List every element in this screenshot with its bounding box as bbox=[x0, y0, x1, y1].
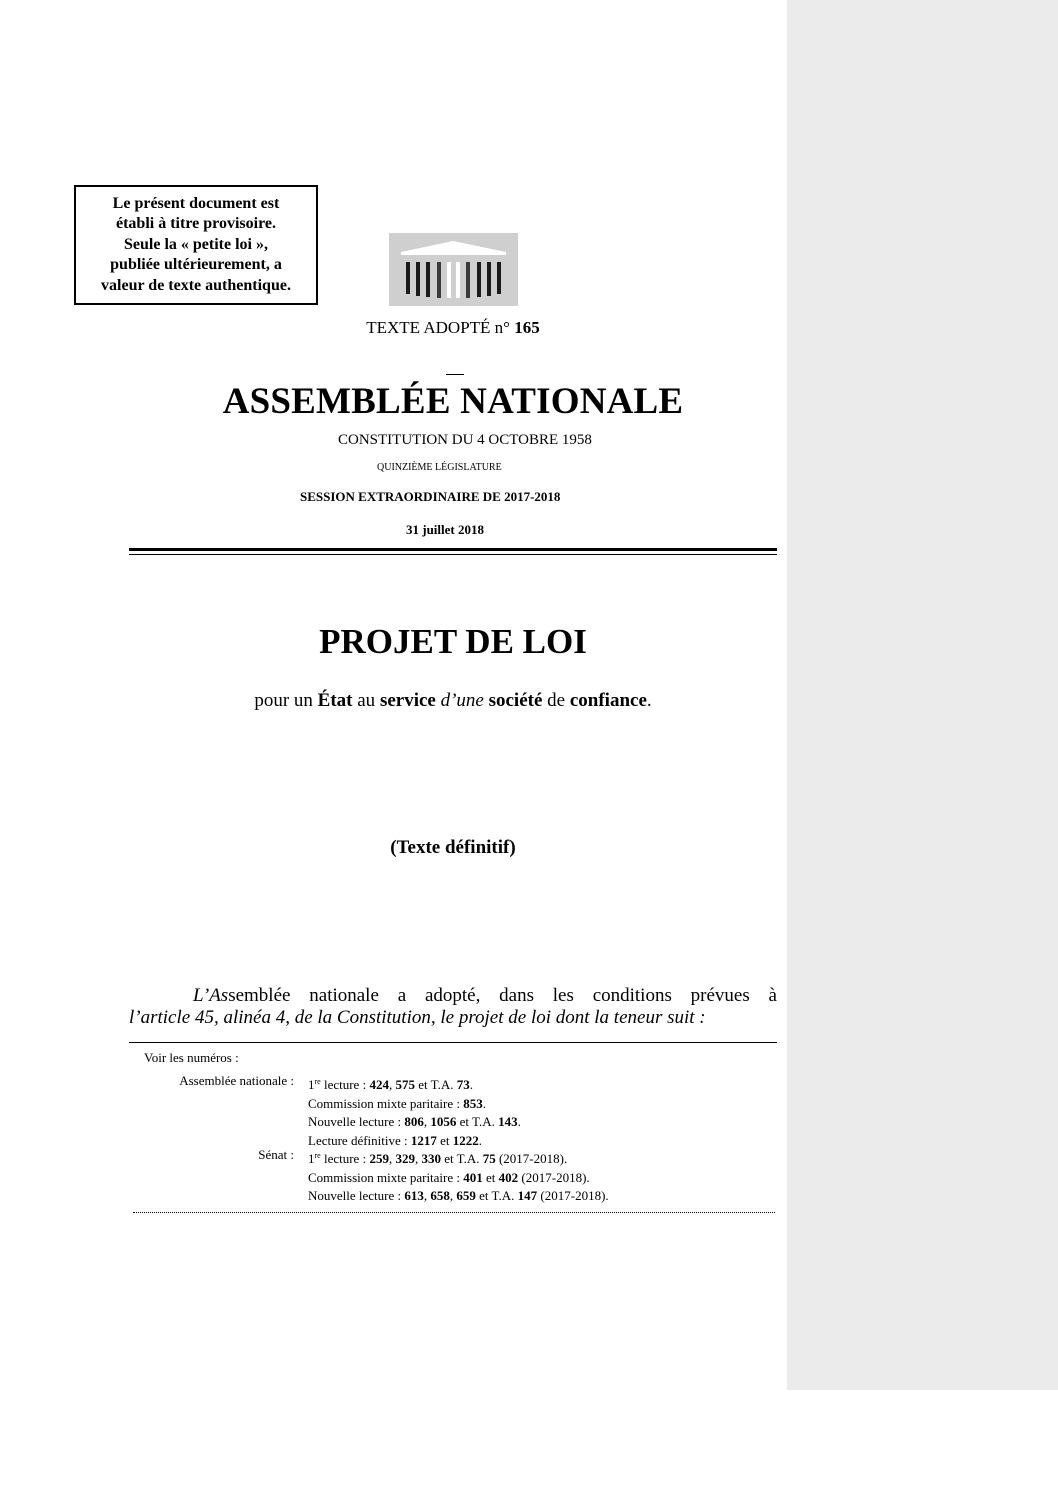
reference-line: Lecture définitive : 1217 et 1222. bbox=[308, 1132, 483, 1148]
reference-line: 1re lecture : 424, 575 et T.A. 73. bbox=[308, 1077, 473, 1092]
session-line: SESSION EXTRAORDINAIRE DE 2017-2018 bbox=[300, 489, 561, 504]
references-rule bbox=[129, 1042, 777, 1043]
reference-line: Commission mixte paritaire : 401 et 402 (2017-2018). bbox=[308, 1169, 590, 1185]
adopted-text-number bbox=[0, 318, 906, 338]
adoption-date: 31 juillet 2018 bbox=[406, 522, 484, 537]
senat-references bbox=[308, 1147, 609, 1206]
notice-line: publiée ultérieurement, a bbox=[110, 256, 282, 274]
reference-line: Nouvelle lecture : 806, 1056 et T.A. 143. bbox=[308, 1114, 521, 1129]
adopted-text-value: 165 bbox=[514, 318, 540, 337]
dotted-separator bbox=[133, 1212, 775, 1213]
institution-title: ASSEMBLÉE NATIONALE bbox=[222, 381, 684, 422]
title-divider bbox=[446, 374, 464, 375]
text-status: (Texte définitif) bbox=[390, 837, 516, 858]
notice-line: Seule la « petite loi », bbox=[124, 235, 268, 253]
preamble-line: L’Assemblée nationale a adopté, dans les conditions prévues à bbox=[193, 985, 777, 1006]
notice-line: Le présent document est bbox=[112, 194, 280, 212]
reference-line: Commission mixte paritaire : 853. bbox=[308, 1095, 487, 1111]
header-rule-thin bbox=[129, 554, 777, 555]
legislature-line: QUINZIÈME LÉGISLATURE bbox=[377, 462, 502, 473]
senat-references-label: Sénat : bbox=[258, 1147, 294, 1162]
header-rule-thick bbox=[129, 548, 777, 551]
preamble-paragraph bbox=[129, 985, 777, 1029]
bill-subtitle: pour un État au service d’une société de confiance. bbox=[254, 690, 652, 711]
provisional-notice-box bbox=[74, 185, 318, 305]
bill-title: PROJET DE LOI bbox=[319, 622, 587, 661]
assemblee-references bbox=[308, 1073, 521, 1150]
reference-line: 1re lecture : 259, 329, 330 et T.A. 75 (2017-2018). bbox=[308, 1151, 568, 1166]
preamble-line: l’article 45, alinéa 4, de la Constitution, le projet de loi dont la teneur suit : bbox=[129, 1007, 706, 1028]
assemblee-references-label: Assemblée nationale : bbox=[179, 1073, 294, 1088]
adopted-text-label: TEXTE ADOPTÉ n° bbox=[366, 318, 510, 337]
constitution-line: CONSTITUTION DU 4 OCTOBRE 1958 bbox=[338, 432, 592, 448]
references-intro: Voir les numéros : bbox=[144, 1050, 239, 1065]
assemblee-nationale-logo-icon bbox=[389, 233, 518, 306]
notice-line: valeur de texte authentique. bbox=[101, 276, 291, 294]
reference-line: Nouvelle lecture : 613, 658, 659 et T.A. 147 (2017-2018). bbox=[308, 1188, 609, 1203]
notice-line: établi à titre provisoire. bbox=[116, 215, 276, 233]
